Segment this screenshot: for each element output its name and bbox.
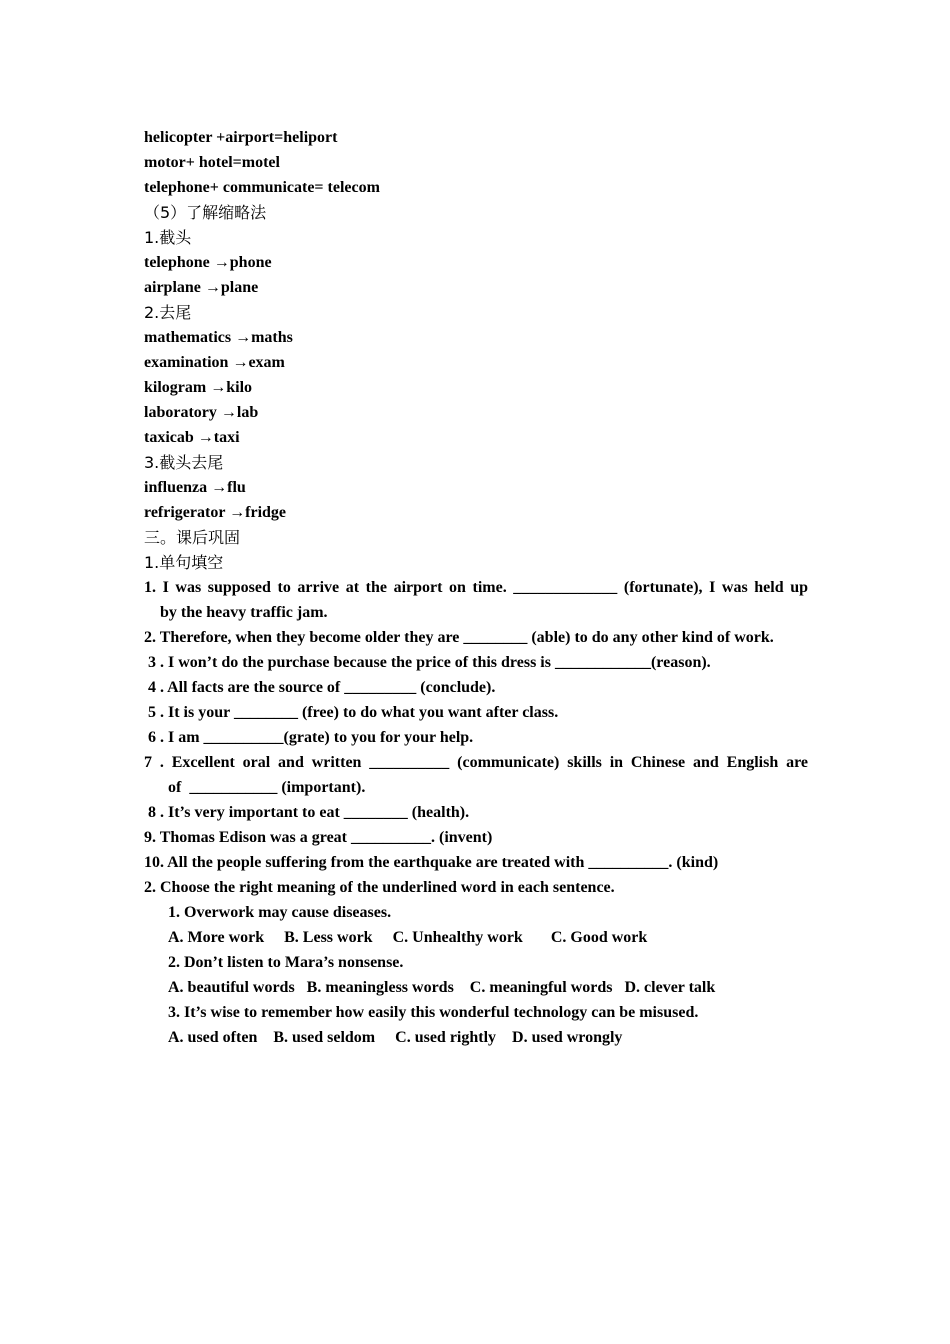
choice-question-1: 1. Overwork may cause diseases. [168, 904, 392, 921]
section-5-heading: （5）了解缩略法 [144, 203, 267, 222]
compound-line-telecom: telephone+ communicate= telecom [144, 179, 380, 196]
clipping-item: kilogram →kilo [144, 379, 253, 396]
exercise-2-heading: 2. Choose the right meaning of the underlined word in each sentence. [144, 879, 615, 896]
clipping-item: airplane →plane [144, 279, 259, 296]
fill-blank-question-1: 1. I was supposed to arrive at the airport on time. _____________ (fortunate), I was held up [144, 579, 808, 596]
clipping-item: taxicab →taxi [144, 429, 240, 446]
choice-question-2: 2. Don’t listen to Mara’s nonsense. [168, 954, 404, 971]
fill-blank-question-7-continued: of ___________ (important). [168, 779, 366, 796]
clipping-item: laboratory →lab [144, 404, 259, 421]
subsection-1-heading: 1.截头 [144, 228, 192, 247]
fill-blank-question-5: 5 . It is your ________ (free) to do what you want after class. [144, 704, 559, 721]
fill-blank-question-2: 2. Therefore, when they become older they are ________ (able) to do any other kind of work. [144, 629, 774, 646]
fill-blank-question-10: 10. All the people suffering from the earthquake are treated with __________. (kind) [144, 854, 719, 871]
compound-line-motel: motor+ hotel=motel [144, 154, 280, 171]
part-3-heading: 三。课后巩固 [144, 528, 241, 547]
fill-blank-question-9: 9. Thomas Edison was a great __________. (invent) [144, 829, 493, 846]
fill-blank-question-4: 4 . All facts are the source of _________ (conclude). [144, 679, 496, 696]
subsection-3-heading: 3.截头去尾 [144, 453, 224, 472]
fill-blank-question-1-continued: by the heavy traffic jam. [160, 604, 328, 621]
clipping-item: examination →exam [144, 354, 285, 371]
compound-line-heliport: helicopter +airport=heliport [144, 129, 338, 146]
clipping-item: influenza →flu [144, 479, 246, 496]
fill-blank-question-7: 7 . Excellent oral and written __________ (communicate) skills in Chinese and English are [144, 754, 808, 771]
clipping-item: refrigerator →fridge [144, 504, 287, 521]
subsection-2-heading: 2.去尾 [144, 303, 192, 322]
fill-blank-question-6: 6 . I am __________(grate) to you for your help. [144, 729, 474, 746]
choice-options-1: A. More work B. Less work C. Unhealthy work C. Good work [168, 929, 648, 946]
choice-question-3: 3. It’s wise to remember how easily this wonderful technology can be misused. [168, 1004, 699, 1021]
clipping-item: telephone →phone [144, 254, 272, 271]
fill-blank-question-8: 8 . It’s very important to eat ________ (health). [144, 804, 470, 821]
document-body [144, 125, 808, 1050]
exercise-1-heading: 1.单句填空 [144, 553, 224, 572]
choice-options-3: A. used often B. used seldom C. used rightly D. used wrongly [168, 1029, 623, 1046]
choice-options-2: A. beautiful words B. meaningless words C. meaningful words D. clever talk [168, 979, 716, 996]
clipping-item: mathematics →maths [144, 329, 293, 346]
fill-blank-question-3: 3 . I won’t do the purchase because the price of this dress is ____________(reason). [144, 654, 711, 671]
